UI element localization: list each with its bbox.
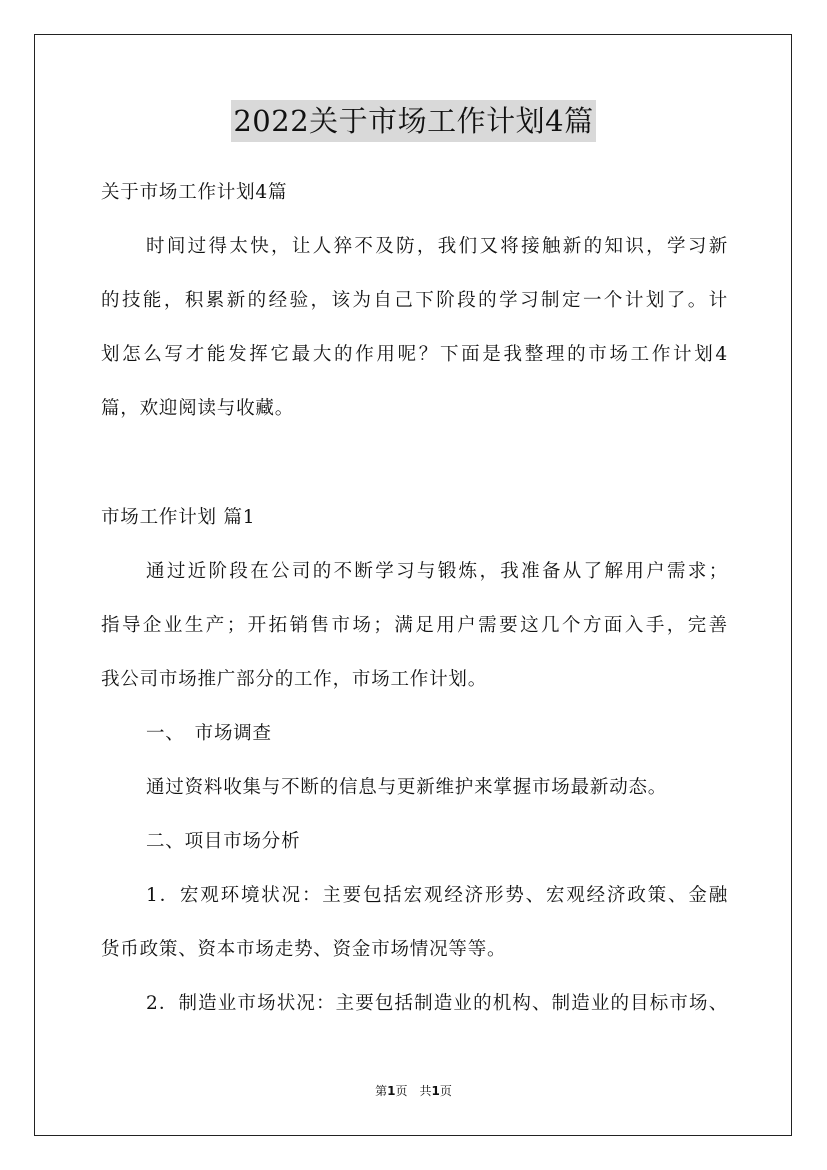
- footer-mid: 页 共: [395, 1084, 432, 1098]
- document-subtitle: 关于市场工作计划4篇: [101, 182, 288, 203]
- section-heading: 市场工作计划 篇1: [101, 507, 256, 528]
- item1-text: 通过资料收集与不断的信息与更新维护来掌握市场最新动态。: [146, 777, 668, 798]
- point1-line-1: 1．宏观环境状况：主要包括宏观经济形势、宏观经济政策、金融: [146, 885, 728, 906]
- intro-line-3: 划怎么写才能发挥它最大的作用呢？下面是我整理的市场工作计划4: [101, 344, 728, 365]
- intro-line-1: 时间过得太快，让人猝不及防，我们又将接触新的知识，学习新: [146, 236, 728, 257]
- section-para-line-1: 通过近阶段在公司的不断学习与锻炼，我准备从了解用户需求；: [146, 561, 728, 582]
- footer-current-page: 1: [387, 1084, 396, 1098]
- footer-suffix: 页: [439, 1084, 452, 1098]
- intro-line-4: 篇，欢迎阅读与收藏。: [101, 398, 295, 419]
- section-para-line-2: 指导企业生产；开拓销售市场；满足用户需要这几个方面入手，完善: [101, 615, 728, 636]
- point2-line-1: 2．制造业市场状况：主要包括制造业的机构、制造业的目标市场、: [146, 993, 728, 1014]
- section-para-line-3: 我公司市场推广部分的工作，市场工作计划。: [101, 669, 488, 690]
- document-title: 2022关于市场工作计划4篇: [231, 100, 595, 142]
- page-footer: [0, 1083, 827, 1099]
- footer-prefix: 第: [375, 1084, 388, 1098]
- footer-total-pages: 1: [431, 1084, 440, 1098]
- title-container: [0, 100, 827, 142]
- point1-line-2: 货币政策、资本市场走势、资金市场情况等等。: [101, 939, 507, 960]
- item2-heading: 二、项目市场分析: [146, 831, 301, 852]
- intro-line-2: 的技能，积累新的经验，该为自己下阶段的学习制定一个计划了。计: [101, 290, 728, 311]
- item1-heading: 一、 市场调查: [146, 723, 272, 744]
